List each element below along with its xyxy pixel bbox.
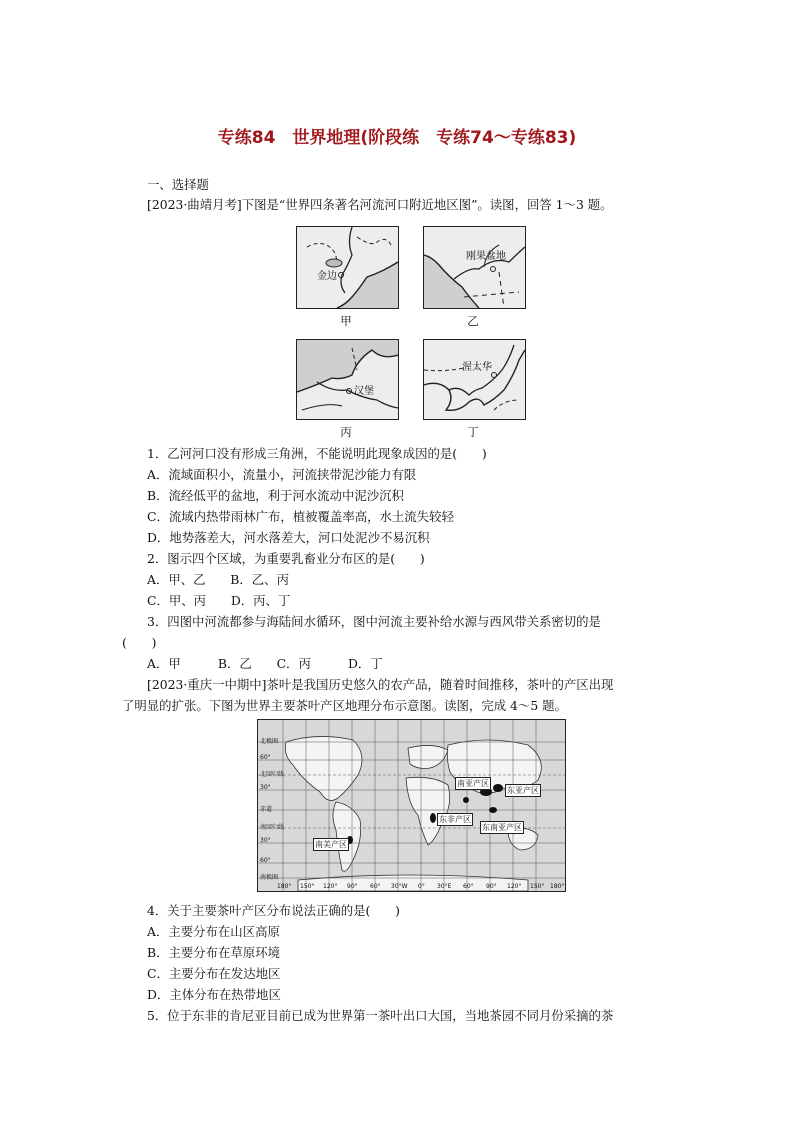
tea-region-southeast-asia: 东南亚产区: [482, 823, 522, 832]
intro-text-2-cont: 了明显的扩张。下图为世界主要茶叶产区地理分布示意图。读图，完成 4～5 题。: [122, 698, 567, 713]
lat-label-30n: 30°: [260, 784, 271, 791]
lat-label-tropic-cancer: 北回归线: [260, 771, 285, 778]
lat-label-arctic: 北极圈: [260, 738, 279, 745]
intro-text-1: [2023·曲靖月考]下图是“世界四条著名河流河口附近地区图”。读图，回答 1～3 题。: [147, 197, 613, 212]
page-title: 专练84 世界地理(阶段练 专练74～专练83): [217, 128, 577, 148]
tea-region-south-asia: 南亚产区: [457, 779, 489, 788]
q1-option-c: C．流域内热带雨林广布，植被覆盖率高，水土流失较轻: [147, 509, 454, 524]
q4-option-c: C．主要分布在发达地区: [147, 966, 281, 981]
map-ding: [423, 339, 526, 420]
q2-stem: 2．图示四个区域，为重要乳畜业分布区的是( ): [147, 551, 425, 566]
lon-label: 60°: [463, 883, 474, 890]
lon-label: 180°: [550, 883, 565, 890]
q3-stem-cont: ( ): [122, 635, 157, 650]
q2-options-row1: A．甲、乙 B．乙、丙: [147, 572, 289, 587]
q1-option-b: B．流经低平的盆地，利于河水流动中泥沙沉积: [147, 488, 404, 503]
q2-options-row2: C．甲、丙 D．丙、丁: [147, 593, 291, 608]
map-jia-city: 金边: [317, 271, 337, 282]
map-ding-city: 渥太华: [462, 362, 492, 373]
map-jia-caption: 甲: [340, 314, 352, 328]
lon-label: 180°: [277, 883, 292, 890]
section-heading: 一、选择题: [147, 177, 209, 192]
q3-options: A．甲 B．乙 C．丙 D．丁: [147, 656, 383, 671]
map-jia: [296, 226, 399, 309]
lon-label: 90°: [486, 883, 497, 890]
map-bing-caption: 丙: [340, 425, 352, 439]
q1-option-a: A．流域面积小，流量小，河流挟带泥沙能力有限: [147, 467, 417, 482]
tea-region-south-america: 南美产区: [315, 840, 347, 849]
map-ding-caption: 丁: [467, 425, 479, 439]
lat-label-equator: 赤道: [260, 806, 273, 813]
lat-label-60n: 60°: [260, 754, 271, 761]
lat-label-antarctic: 南极圈: [260, 874, 279, 881]
map-yi-city: 刚果盆地: [466, 251, 506, 262]
q3-stem: 3．四图中河流都参与海陆间水循环，图中河流主要补给水源与西风带关系密切的是: [147, 614, 601, 629]
lon-label: 150°: [300, 883, 315, 890]
lon-label: 30°E: [437, 883, 452, 890]
lon-label: 150°: [530, 883, 545, 890]
map-bing: [296, 339, 399, 420]
map-yi-caption: 乙: [467, 314, 479, 328]
lon-label: 120°: [323, 883, 338, 890]
lon-label: 60°: [370, 883, 381, 890]
tea-region-map: [257, 719, 566, 892]
q4-option-b: B．主要分布在草原环境: [147, 945, 281, 960]
lon-label: 120°: [507, 883, 522, 890]
lat-label-30s: 30°: [260, 837, 271, 844]
q5-stem: 5．位于东非的肯尼亚目前已成为世界第一茶叶出口大国，当地茶园不同月份采摘的茶: [147, 1008, 614, 1023]
q4-option-d: D．主体分布在热带地区: [147, 987, 281, 1002]
tea-region-east-africa: 东非产区: [439, 815, 471, 824]
lat-label-60s: 60°: [260, 857, 271, 864]
lon-label: 30°W: [391, 883, 408, 890]
q1-stem: 1．乙河河口没有形成三角洲，不能说明此现象成因的是( ): [147, 446, 487, 461]
lon-label: 0°: [418, 883, 425, 890]
tea-region-east-asia: 东亚产区: [507, 786, 539, 795]
map-yi: [423, 226, 526, 309]
map-bing-city: 汉堡: [354, 386, 374, 397]
q1-option-d: D．地势落差大，河水落差大，河口处泥沙不易沉积: [147, 530, 430, 545]
q4-stem: 4．关于主要茶叶产区分布说法正确的是( ): [147, 903, 400, 918]
q4-option-a: A．主要分布在山区高原: [147, 924, 280, 939]
lat-label-tropic-capricorn: 南回归线: [260, 824, 285, 831]
lon-label: 90°: [347, 883, 358, 890]
intro-text-2: [2023·重庆一中期中]茶叶是我国历史悠久的农产品，随着时间推移，茶叶的产区出现: [147, 677, 614, 692]
